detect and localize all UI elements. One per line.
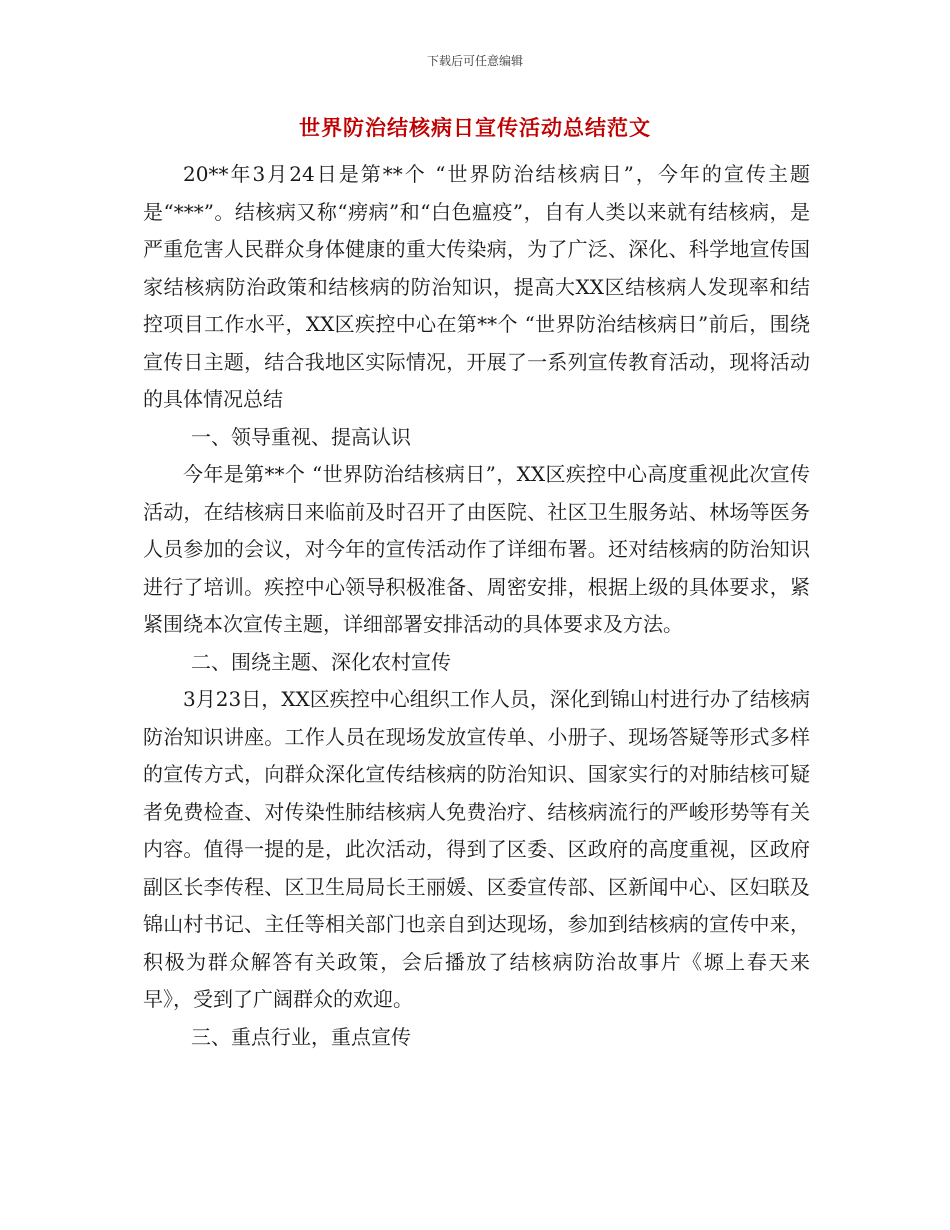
section-heading-2: 二、围绕主题、深化农村宣传 xyxy=(191,649,451,674)
section-heading-1: 一、领导重视、提高认识 xyxy=(191,424,411,449)
section-2-paragraph: 3月23日，XX区疾控中心组织工作人员，深化到锦山村进行办了结核病防治知识讲座。工作人员在现场发放宣传单、小册子、现场答疑等形式多样的宣传方式，向群众深化宣传结核病的防治知识、国家实行的对肺结核可疑者免费检查、对传染性肺结核病人免费治疗、结核病流行的严峻形势等有关内容。值得一提的是，此次活动，得到了区委、区政府的高度重视，区政府副区长李传程、区卫生局局长王丽媛、区委宣传部、区新闻中心、区妇联及锦山村书记、主任等相关部门也亲自到达现场，参加到结核病的宣传中来，积极为群众解答有关政策，会后播放了结核病防治故事片《塬上春天来早》，受到了广阔群众的欢迎。 xyxy=(143,687,810,1011)
section-heading-3: 三、重点行业，重点宣传 xyxy=(191,1024,411,1049)
intro-paragraph: 20**年3月24日是第**个 “世界防治结核病日”，今年的宣传主题是“***”。结核病又称“痨病”和“白色瘟疫”，自有人类以来就有结核病，是严重危害人民群众身体健康的重大传染病，为了广泛、深化、科学地宣传国家结核病防治政策和结核病的防治知识，提高大XX区结核病人发现率和结控项目工作水平，XX区疾控中心在第**个 “世界防治结核病日”前后，围绕宣传日主题，结合我地区实际情况，开展了一系列宣传教育活动，现将活动的具体情况总结 xyxy=(143,162,810,411)
page-header-note: 下载后可任意编辑 xyxy=(426,54,523,68)
document-title: 世界防治结核病日宣传活动总结范文 xyxy=(299,115,651,140)
document-body xyxy=(143,156,810,1056)
section-1-paragraph: 今年是第**个 “世界防治结核病日”，XX区疾控中心高度重视此次宣传活动，在结核病日来临前及时召开了由医院、社区卫生服务站、林场等医务人员参加的会议，对今年的宣传活动作了详细布署。还对结核病的防治知识进行了培训。疾控中心领导积极准备、周密安排，根据上级的具体要求，紧紧围绕本次宣传主题，详细部署安排活动的具体要求及方法。 xyxy=(143,462,810,636)
